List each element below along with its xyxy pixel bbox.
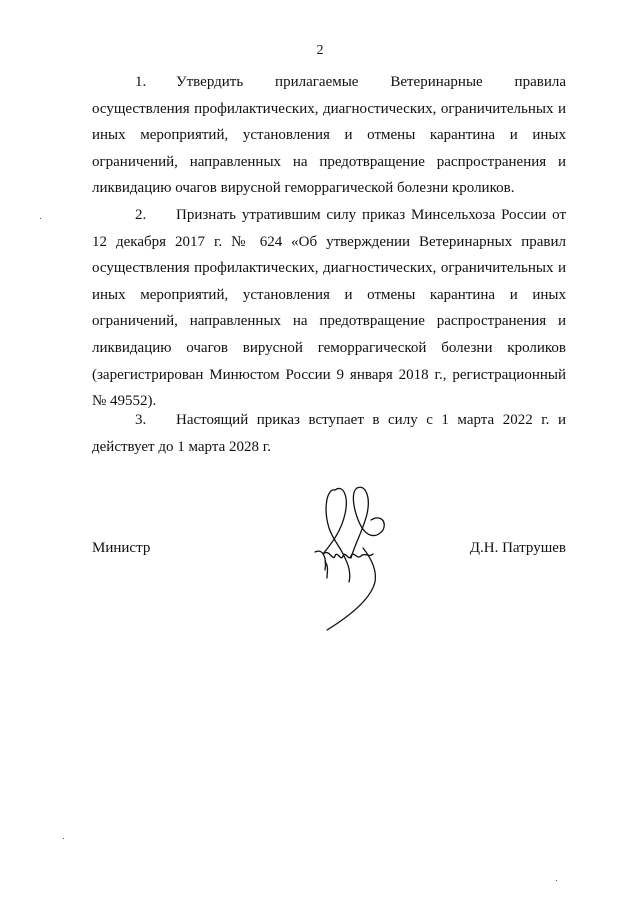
paragraph-1-text: Утвердить прилагаемые Ветеринарные правила осуществления профилактических, диагностических, ограничительных и иных мероприятий, установления и отмены карантина и иных ограничений, направленных на предотвращение распространения и ликвидацию очагов вирусной геморрагической болезни кроликов. [92,74,566,197]
paragraph-3-number: 3. [135,412,147,428]
page-number: 2 [316,43,324,58]
paragraph-1-number: 1. [135,74,147,90]
signer-name: Д.Н. Патрушев [469,540,566,556]
paragraph-2-text: Признать утратившим силу приказ Минсельхоза России от 12 декабря 2017 г. № 624 «Об утверждении Ветеринарных правил осуществления профилактических, диагностических, ограничительных и иных мероприятий, установления и отмены карантина и иных ограничений, направленных на предотвращение распространения и ликвидацию очагов вирусной геморрагической болезни кроликов (зарегистрирован Минюстом России 9 января 2018 г., регистрационный № 49552). [92,207,566,410]
paragraph-3 [92,407,566,460]
signer-role: Министр [92,540,151,556]
paragraph-2 [92,202,566,415]
scan-speck [40,218,41,219]
handwritten-signature [305,478,395,633]
paragraph-1 [92,69,566,202]
paragraph-3-text: Настоящий приказ вступает в силу с 1 марта 2022 г. и действует до 1 марта 2028 г. [92,412,566,455]
paragraph-2-number: 2. [135,207,147,223]
scan-speck [63,838,64,839]
scan-speck [556,880,557,881]
